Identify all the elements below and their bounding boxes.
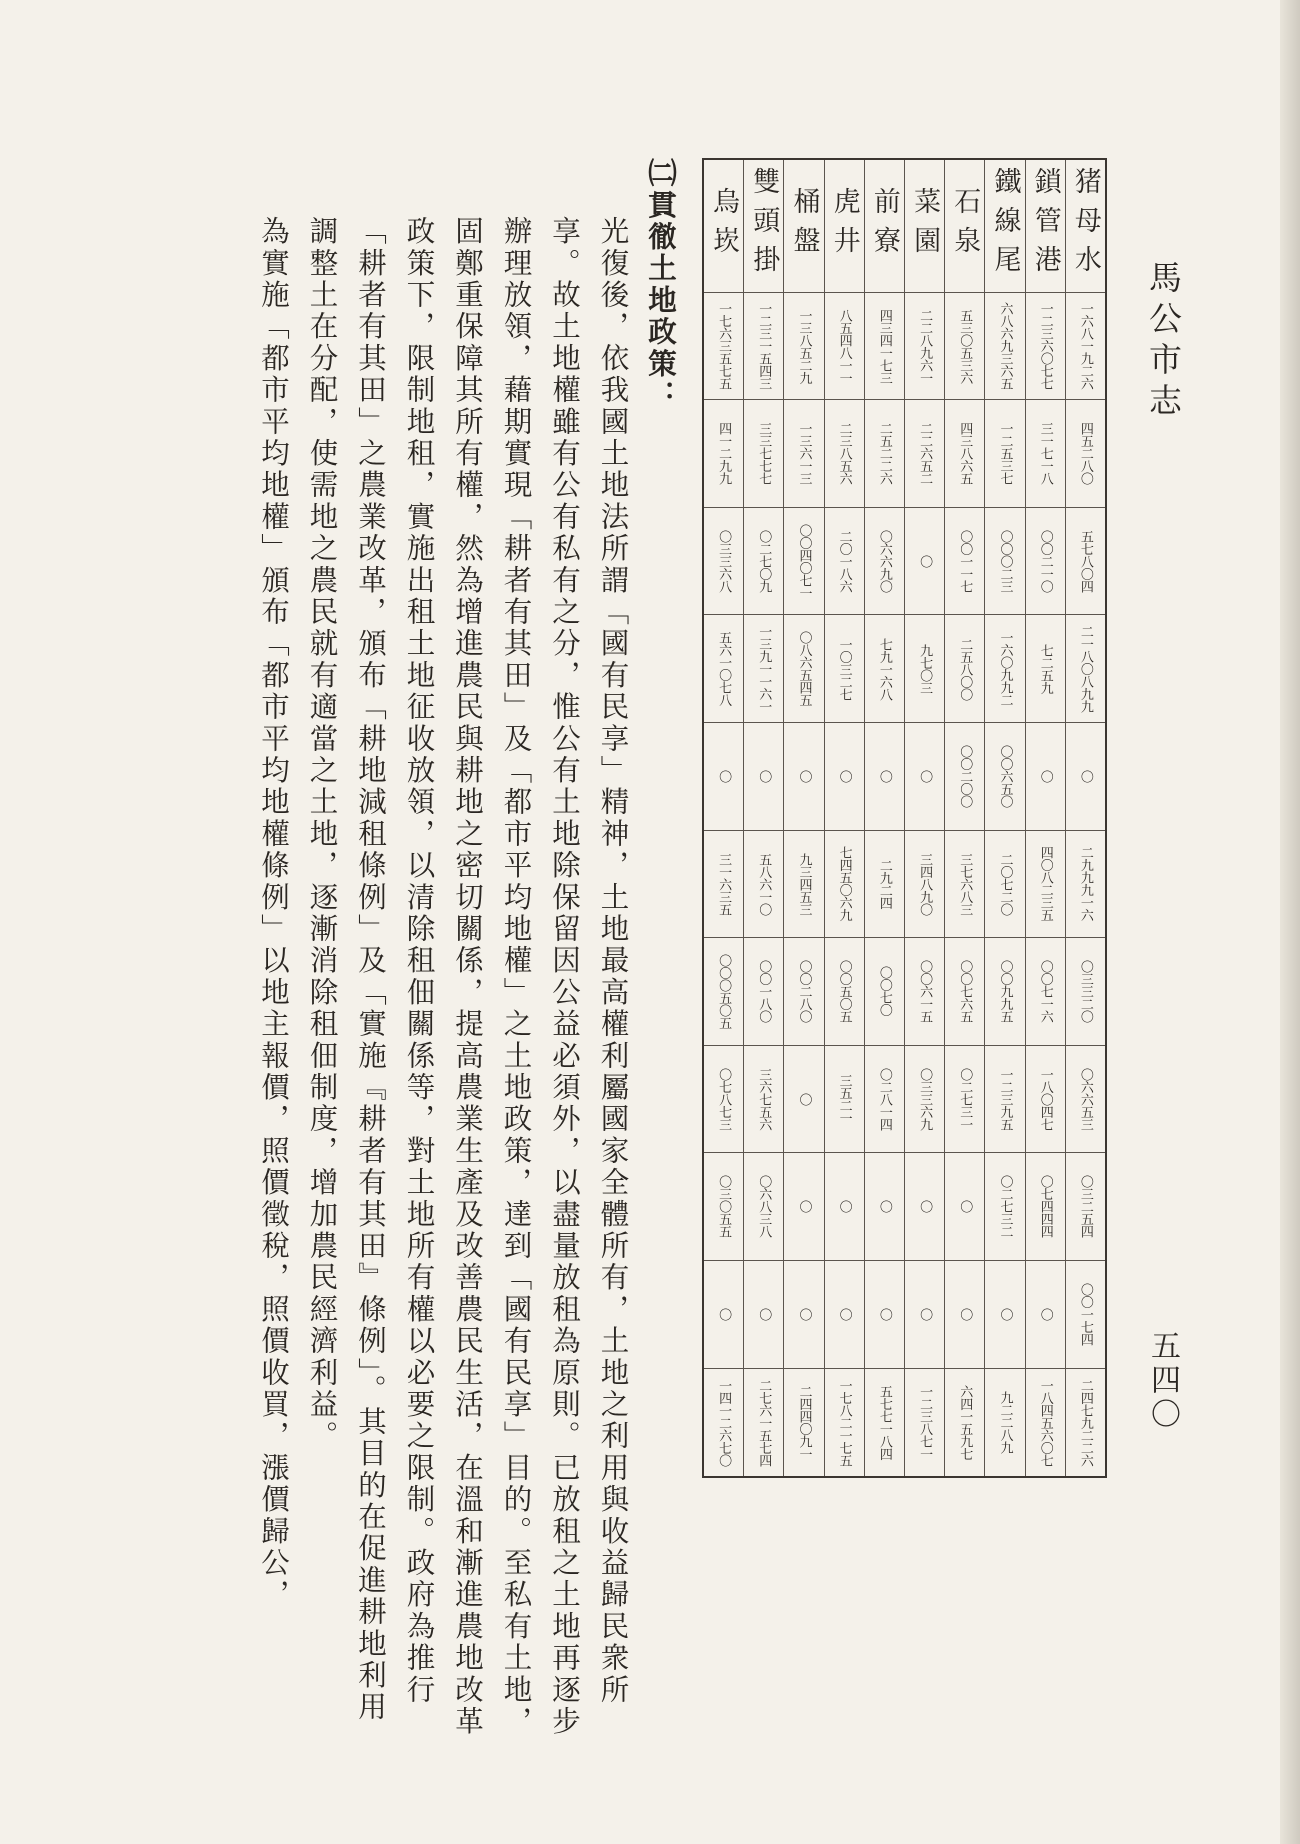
value-cell (1026, 938, 1065, 1046)
cell-value: 三六七五六 (756, 1067, 772, 1131)
cell-value: 〇 (917, 770, 933, 783)
village-name: 虎井 (828, 186, 860, 265)
cell-value: 〇三二五四 (1077, 1175, 1093, 1238)
page-edge (1280, 0, 1300, 1844)
cell-value: 四五二八〇 (1077, 422, 1093, 485)
value-cell (1026, 1261, 1065, 1369)
cell-value: 〇六六九〇 (876, 529, 892, 593)
cell-value: 〇〇六一五 (917, 960, 933, 1023)
cell-value: 五八六一〇 (756, 852, 772, 916)
cell-value: 一三九一一六一 (756, 625, 772, 713)
value-cell (825, 1153, 864, 1261)
value-cell (945, 831, 984, 939)
value-cell (1066, 723, 1105, 831)
value-cell (865, 508, 904, 616)
value-cell (1026, 723, 1065, 831)
cell-value: 〇二七三一 (957, 1067, 973, 1131)
cell-value: 〇 (917, 1200, 933, 1213)
value-cell (784, 1046, 823, 1154)
cell-value: 〇 (1037, 770, 1053, 783)
value-cell (704, 1261, 743, 1369)
value-cell (744, 1046, 783, 1154)
cell-value: 〇二八一四 (876, 1067, 892, 1131)
value-cell (985, 938, 1024, 1046)
value-cell (905, 831, 944, 939)
value-cell (865, 615, 904, 723)
value-cell (704, 400, 743, 508)
value-cell (945, 938, 984, 1046)
cell-value: 九二二八九 (997, 1391, 1013, 1454)
value-cell (1026, 1369, 1065, 1476)
village-name-cell (825, 160, 864, 293)
value-cell (744, 1369, 783, 1476)
body-paragraph-1: 光復後，依我國土地法所謂「國有民享」精神，土地最高權利屬國家全體所有，土地之利用與收益歸民衆所享。故土地權雖有公有私有之分，惟公有土地除保留因公益必須外，以盡量放租為原則。已放租之土地再逐步辦理放領，藉期實現「耕者有其田」及「都市平均地權」之土地政策，達到「國有民享」目的。至私有土地，固鄭重保障其所有權，然為增進農民與耕地之密切關係，提高農業生產及改善農民生活，在溫和漸進農地改革政策下，限制地租，實施出租土地征收放領，以清除租佃關係等，對土地所有權以必要之限制。政府為推行「耕者有其田」之農業改革，頒布「耕地減租條例」及「實施『耕者有其田』條例」。其目的在促進耕地利用調整土在分配，使需地之農民就有適當之土地，逐漸消除租佃制度，增加農民經濟利益。 (305, 216, 630, 1738)
value-cell (825, 1261, 864, 1369)
cell-value: 〇〇一七四 (1077, 1282, 1093, 1346)
cell-value: 〇〇七〇 (876, 966, 892, 1017)
cell-value: 二九九九一六 (1077, 846, 1093, 922)
cell-value: 一二五三七 (997, 422, 1013, 485)
village-name: 雙頭掛 (748, 167, 780, 285)
value-cell (784, 615, 823, 723)
cell-value: 〇三三二〇 (1077, 960, 1093, 1023)
cell-value: 〇七四四四 (1037, 1175, 1053, 1238)
value-cell (784, 1153, 823, 1261)
value-cell (1026, 1153, 1065, 1261)
cell-value: 五六一〇七八 (716, 631, 732, 707)
village-name-cell (945, 160, 984, 293)
village-name: 鐵線尾 (989, 167, 1021, 285)
table-column (1065, 160, 1105, 1476)
value-cell (985, 831, 1024, 939)
value-cell (744, 293, 783, 401)
value-cell (1066, 293, 1105, 401)
cell-value: 七四五〇六九 (836, 846, 852, 922)
value-cell (704, 615, 743, 723)
value-cell (945, 1369, 984, 1476)
village-name-cell (744, 160, 783, 293)
cell-value: 二二六五二 (917, 422, 933, 485)
cell-value: 〇 (796, 1307, 812, 1321)
village-name: 前寮 (868, 186, 900, 265)
cell-value: 一四一二六七〇 (716, 1378, 732, 1466)
value-cell (704, 1153, 743, 1261)
cell-value: 四一二九九 (716, 422, 732, 485)
cell-value: 七二五九 (1037, 643, 1053, 694)
value-cell (905, 293, 944, 401)
value-cell (905, 1369, 944, 1476)
cell-value: 〇〇一一七 (957, 529, 973, 593)
village-name: 石泉 (949, 186, 981, 265)
table-column (743, 160, 783, 1476)
cell-value: 〇七八七三 (716, 1067, 732, 1131)
cell-value: 〇〇〇二三 (997, 529, 1013, 593)
cell-value: 八五四八一一 (836, 308, 852, 384)
cell-value: 〇三〇五五 (716, 1175, 732, 1238)
value-cell (784, 723, 823, 831)
village-name-cell (985, 160, 1024, 293)
cell-value: 二一八〇八九九 (1077, 625, 1093, 713)
value-cell (704, 831, 743, 939)
village-name-cell (1026, 160, 1065, 293)
value-cell (905, 1261, 944, 1369)
cell-value: 〇 (796, 1200, 812, 1213)
value-cell (744, 938, 783, 1046)
value-cell (744, 1153, 783, 1261)
cell-value: 一〇三二七 (836, 637, 852, 700)
value-cell (905, 1046, 944, 1154)
value-cell (1026, 508, 1065, 616)
cell-value: 〇三三六八 (716, 529, 732, 593)
value-cell (704, 1046, 743, 1154)
value-cell (744, 831, 783, 939)
value-cell (784, 1369, 823, 1476)
cell-value: 〇 (997, 1307, 1013, 1321)
value-cell (945, 508, 984, 616)
cell-value: 〇〇〇五〇五 (716, 953, 732, 1029)
cell-value: 〇 (836, 770, 852, 783)
cell-value: 〇〇二〇〇 (957, 745, 973, 808)
running-title: 馬公市志 (1144, 260, 1183, 424)
village-name-cell (704, 160, 743, 293)
table-column (904, 160, 944, 1476)
value-cell (865, 938, 904, 1046)
value-cell (985, 615, 1024, 723)
cell-value: 〇 (716, 1307, 732, 1321)
cell-value: 五三〇五三六 (957, 308, 973, 384)
cell-value: 一八〇四七 (1037, 1067, 1053, 1131)
cell-value: 一七八二一七五 (836, 1378, 852, 1466)
value-cell (825, 1369, 864, 1476)
value-cell (865, 1153, 904, 1261)
village-name: 桶盤 (788, 186, 820, 265)
village-name: 菜園 (909, 186, 941, 265)
cell-value: 〇 (836, 1200, 852, 1213)
value-cell (704, 508, 743, 616)
village-name-cell (1066, 160, 1105, 293)
value-cell (985, 508, 1024, 616)
value-cell (704, 293, 743, 401)
value-cell (784, 508, 823, 616)
value-cell (905, 938, 944, 1046)
village-name: 鎖管港 (1029, 167, 1061, 285)
value-cell (1066, 1046, 1105, 1154)
value-cell (945, 1046, 984, 1154)
value-cell (945, 1261, 984, 1369)
cell-value: 三一七一八 (1037, 422, 1053, 485)
value-cell (985, 400, 1024, 508)
value-cell (704, 938, 743, 1046)
value-cell (985, 1369, 1024, 1476)
cell-value: 三一六三五 (716, 852, 732, 916)
value-cell (985, 1046, 1024, 1154)
cell-value: 〇〇七一六 (1037, 960, 1053, 1023)
value-cell (1066, 1153, 1105, 1261)
value-cell (784, 400, 823, 508)
cell-value: 二三八五六 (836, 422, 852, 485)
page-number: 五四〇 (1145, 1330, 1180, 1432)
cell-value: 〇〇一八〇 (756, 960, 772, 1023)
section-heading: ㈡貫徹土地政策： (644, 158, 678, 412)
cell-value: 〇〇二一〇 (1037, 529, 1053, 593)
cell-value: 〇二七〇九 (756, 529, 772, 593)
cell-value: 〇〇七六五 (957, 960, 973, 1023)
land-data-table (702, 158, 1107, 1478)
cell-value: 四三四一七三 (876, 308, 892, 384)
value-cell (744, 400, 783, 508)
cell-value: 〇 (876, 1307, 892, 1321)
value-cell (985, 1261, 1024, 1369)
value-cell (945, 615, 984, 723)
value-cell (1026, 293, 1065, 401)
cell-value: 五七七一八四 (876, 1384, 892, 1460)
value-cell (744, 723, 783, 831)
value-cell (744, 508, 783, 616)
cell-value: 〇 (796, 1092, 812, 1106)
cell-value: 〇 (796, 770, 812, 783)
cell-value: 二九二四 (876, 858, 892, 909)
cell-value: 二五二二六 (876, 422, 892, 485)
value-cell (945, 400, 984, 508)
cell-value: 〇〇二八〇 (796, 960, 812, 1023)
cell-value: 一六〇九九二 (997, 631, 1013, 707)
value-cell (985, 1153, 1024, 1261)
cell-value: 三三七七七 (756, 422, 772, 485)
value-cell (704, 723, 743, 831)
value-cell (905, 615, 944, 723)
value-cell (784, 1261, 823, 1369)
cell-value: 〇 (876, 770, 892, 783)
cell-value: 〇〇四〇七一 (796, 523, 812, 599)
cell-value: 一二三六〇七七 (1037, 302, 1053, 390)
cell-value: 〇 (756, 1307, 772, 1321)
value-cell (1066, 1369, 1105, 1476)
cell-value: 二四四〇九一 (796, 1384, 812, 1460)
cell-value: 〇 (716, 770, 732, 783)
body-paragraph-2: 為實施「都市平均地權」頒布「都市平均地權條例」以地主報價，照價徵稅，照價收買，漲價歸公， (257, 216, 290, 1611)
value-cell (825, 508, 864, 616)
value-cell (905, 723, 944, 831)
cell-value: 五七八〇四 (1077, 529, 1093, 593)
cell-value: 〇 (1037, 1307, 1053, 1321)
cell-value: 一三八五二九 (796, 308, 812, 384)
table-column (704, 160, 743, 1476)
cell-value: 四〇八二三五 (1037, 846, 1053, 922)
value-cell (865, 1369, 904, 1476)
value-cell (825, 723, 864, 831)
village-name-cell (784, 160, 823, 293)
value-cell (865, 1046, 904, 1154)
value-cell (825, 293, 864, 401)
cell-value: 三七六八三 (957, 852, 973, 916)
value-cell (784, 938, 823, 1046)
cell-value: 一六八一九二六 (1077, 302, 1093, 390)
cell-value: 〇 (917, 1307, 933, 1321)
cell-value: 九七〇三 (917, 643, 933, 694)
value-cell (1026, 400, 1065, 508)
cell-value: 二二八九六一 (917, 308, 933, 384)
village-name-cell (865, 160, 904, 293)
village-name-cell (905, 160, 944, 293)
table-column (783, 160, 823, 1476)
value-cell (825, 938, 864, 1046)
cell-value: 一二三一五四三 (756, 302, 772, 390)
value-cell (784, 293, 823, 401)
cell-value: 三四八九〇 (917, 852, 933, 916)
value-cell (704, 1369, 743, 1476)
cell-value: 二七六一五七四 (756, 1378, 772, 1466)
village-name: 猪母水 (1069, 167, 1101, 285)
village-name: 烏崁 (708, 186, 740, 265)
value-cell (1066, 831, 1105, 939)
cell-value: 六八六九三六五 (997, 302, 1013, 390)
table-column (984, 160, 1024, 1476)
cell-value: 四三八六五 (957, 422, 973, 485)
cell-value: 〇 (836, 1307, 852, 1321)
value-cell (1026, 831, 1065, 939)
cell-value: 〇八六五四五 (796, 631, 812, 707)
cell-value: 一二三八七一 (917, 1384, 933, 1460)
value-cell (865, 1261, 904, 1369)
value-cell (865, 293, 904, 401)
value-cell (1066, 400, 1105, 508)
cell-value: 〇〇六五〇 (997, 745, 1013, 808)
value-cell (1066, 1261, 1105, 1369)
value-cell (1066, 508, 1105, 616)
cell-value: 九三四五三 (796, 852, 812, 916)
table-column (944, 160, 984, 1476)
value-cell (825, 1046, 864, 1154)
value-cell (784, 831, 823, 939)
value-cell (865, 723, 904, 831)
table-column (1025, 160, 1065, 1476)
cell-value: 二五八〇〇 (957, 637, 973, 700)
cell-value: 〇〇五〇五 (836, 960, 852, 1023)
cell-value: 〇六八三八 (756, 1175, 772, 1238)
value-cell (865, 831, 904, 939)
cell-value: 〇〇九九五 (997, 960, 1013, 1023)
value-cell (865, 400, 904, 508)
cell-value: 二四七九二二六 (1077, 1378, 1093, 1466)
table-column (864, 160, 904, 1476)
cell-value: 六四一五九七 (957, 1384, 973, 1460)
value-cell (985, 293, 1024, 401)
cell-value: 一七六三五七五 (716, 302, 732, 390)
value-cell (744, 615, 783, 723)
value-cell (985, 723, 1024, 831)
value-cell (945, 723, 984, 831)
value-cell (825, 400, 864, 508)
value-cell (905, 1153, 944, 1261)
body-text (140, 158, 685, 1738)
value-cell (825, 615, 864, 723)
cell-value: 〇二七三二 (997, 1175, 1013, 1238)
value-cell (1066, 615, 1105, 723)
value-cell (744, 1261, 783, 1369)
cell-value: 〇三三六九 (917, 1067, 933, 1131)
cell-value: 〇 (1077, 770, 1093, 783)
cell-value: 一三六一三 (796, 422, 812, 485)
value-cell (905, 508, 944, 616)
value-cell (1066, 938, 1105, 1046)
cell-value: 一二三九五 (997, 1067, 1013, 1131)
cell-value: 〇 (957, 1200, 973, 1213)
cell-value: 〇 (917, 554, 933, 568)
value-cell (1026, 615, 1065, 723)
cell-value: 三五二一 (836, 1074, 852, 1125)
cell-value: 二〇一八六 (836, 529, 852, 593)
value-cell (825, 831, 864, 939)
value-cell (945, 1153, 984, 1261)
table-column (824, 160, 864, 1476)
value-cell (905, 400, 944, 508)
cell-value: 〇 (957, 1307, 973, 1321)
value-cell (945, 293, 984, 401)
cell-value: 〇六六五三 (1077, 1067, 1093, 1131)
cell-value: 一八四五六〇七 (1037, 1378, 1053, 1466)
cell-value: 二〇七二〇 (997, 852, 1013, 916)
value-cell (1026, 1046, 1065, 1154)
cell-value: 〇 (876, 1200, 892, 1213)
cell-value: 〇 (756, 770, 772, 783)
cell-value: 七九一六八 (876, 637, 892, 700)
